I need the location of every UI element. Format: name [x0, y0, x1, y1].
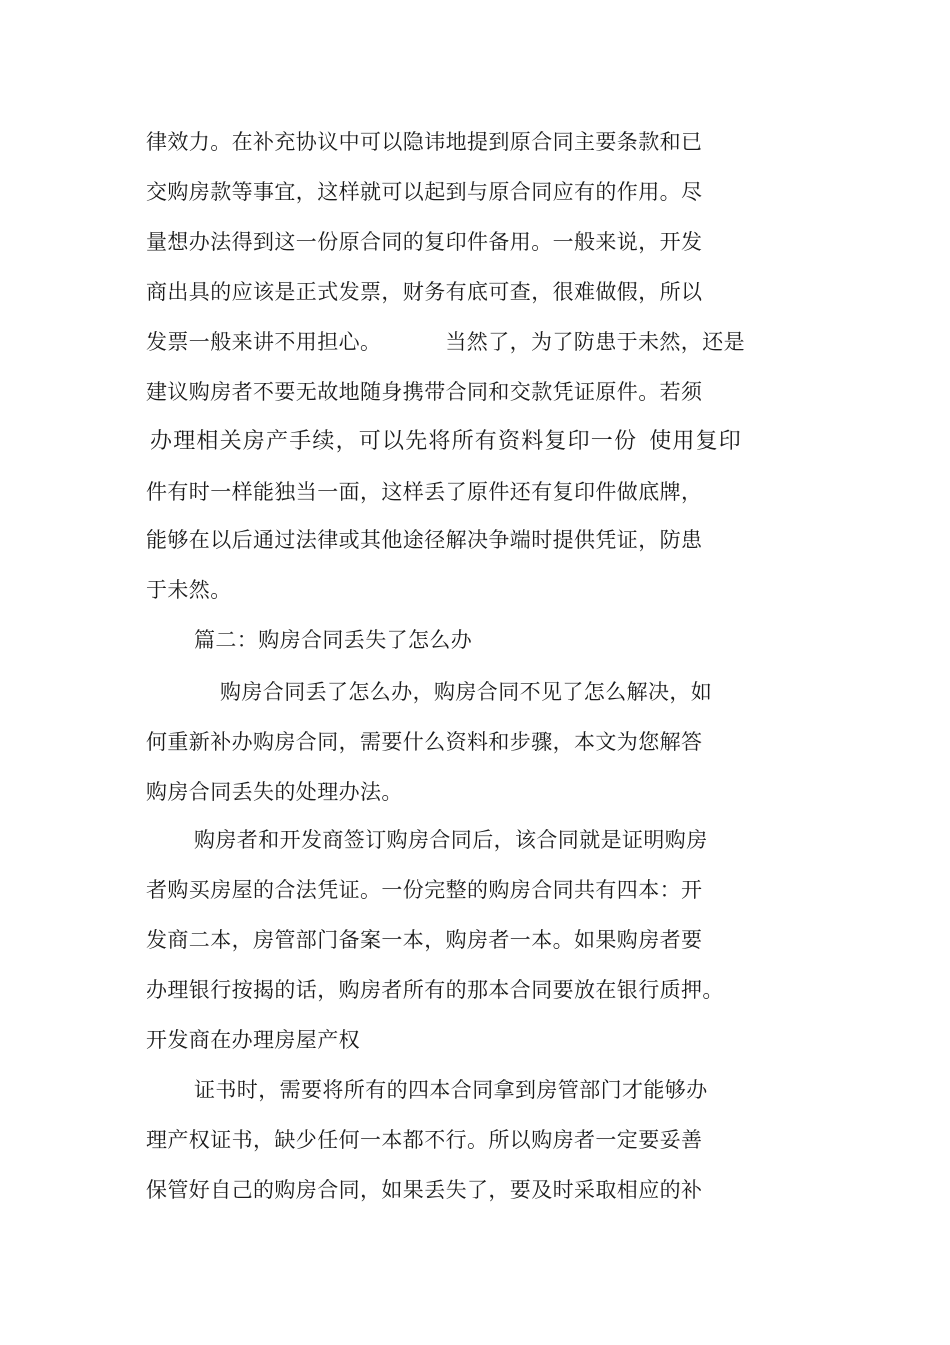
text-line: 保管好自己的购房合同，如果丢失了，要及时采取相应的补 — [146, 1178, 703, 1202]
text-line: 量想办法得到这一份原合同的复印件备用。一般来说，开发 — [146, 230, 703, 254]
text-line: 于未然。 — [146, 578, 232, 602]
text-line: 建议购房者不要无故地随身携带合同和交款凭证原件。若须 — [146, 380, 703, 404]
text-line: 件有时一样能独当一面，这样丢了原件还有复印件做底牌， — [146, 480, 703, 504]
text-line: 理产权证书，缺少任何一本都不行。所以购房者一定要妥善 — [146, 1128, 703, 1152]
text-segment: 使用复印 — [649, 429, 743, 454]
text-line: 者购买房屋的合法凭证。一份完整的购房合同共有四本：开 — [146, 878, 703, 902]
text-line — [146, 328, 745, 356]
text-line: 发商二本，房管部门备案一本，购房者一本。如果购房者要 — [146, 928, 703, 952]
text-line: 办理银行按揭的话，购房者所有的那本合同要放在银行质押。 — [146, 978, 724, 1002]
text-line: 交购房款等事宜，这样就可以起到与原合同应有的作用。尽 — [146, 180, 703, 204]
text-line: 购房者和开发商签订购房合同后，该合同就是证明购房 — [194, 828, 708, 852]
text-segment: 办理相关房产手续，可以先将所有资料复印一份 — [150, 429, 638, 454]
text-line: 证书时，需要将所有的四本合同拿到房管部门才能够办 — [194, 1078, 708, 1102]
text-line: 开发商在办理房屋产权 — [146, 1028, 360, 1052]
section-heading: 篇二：购房合同丢失了怎么办 — [194, 628, 473, 652]
text-line: 商出具的应该是正式发票，财务有底可查，很难做假，所以 — [146, 280, 703, 304]
text-line: 购房合同丢了怎么办，购房合同不见了怎么解决，如 — [220, 680, 713, 704]
text-line — [150, 428, 742, 456]
text-segment: 当然了，为了防患于未然，还是 — [445, 330, 746, 354]
text-segment: 发票一般来讲不用担心。 — [146, 330, 382, 354]
text-line: 购房合同丢失的处理办法。 — [146, 780, 403, 804]
text-line: 律效力。在补充协议中可以隐讳地提到原合同主要条款和已 — [146, 130, 703, 154]
text-line: 能够在以后通过法律或其他途径解决争端时提供凭证，防患 — [146, 528, 703, 552]
text-line: 何重新补办购房合同，需要什么资料和步骤，本文为您解答 — [146, 730, 703, 754]
